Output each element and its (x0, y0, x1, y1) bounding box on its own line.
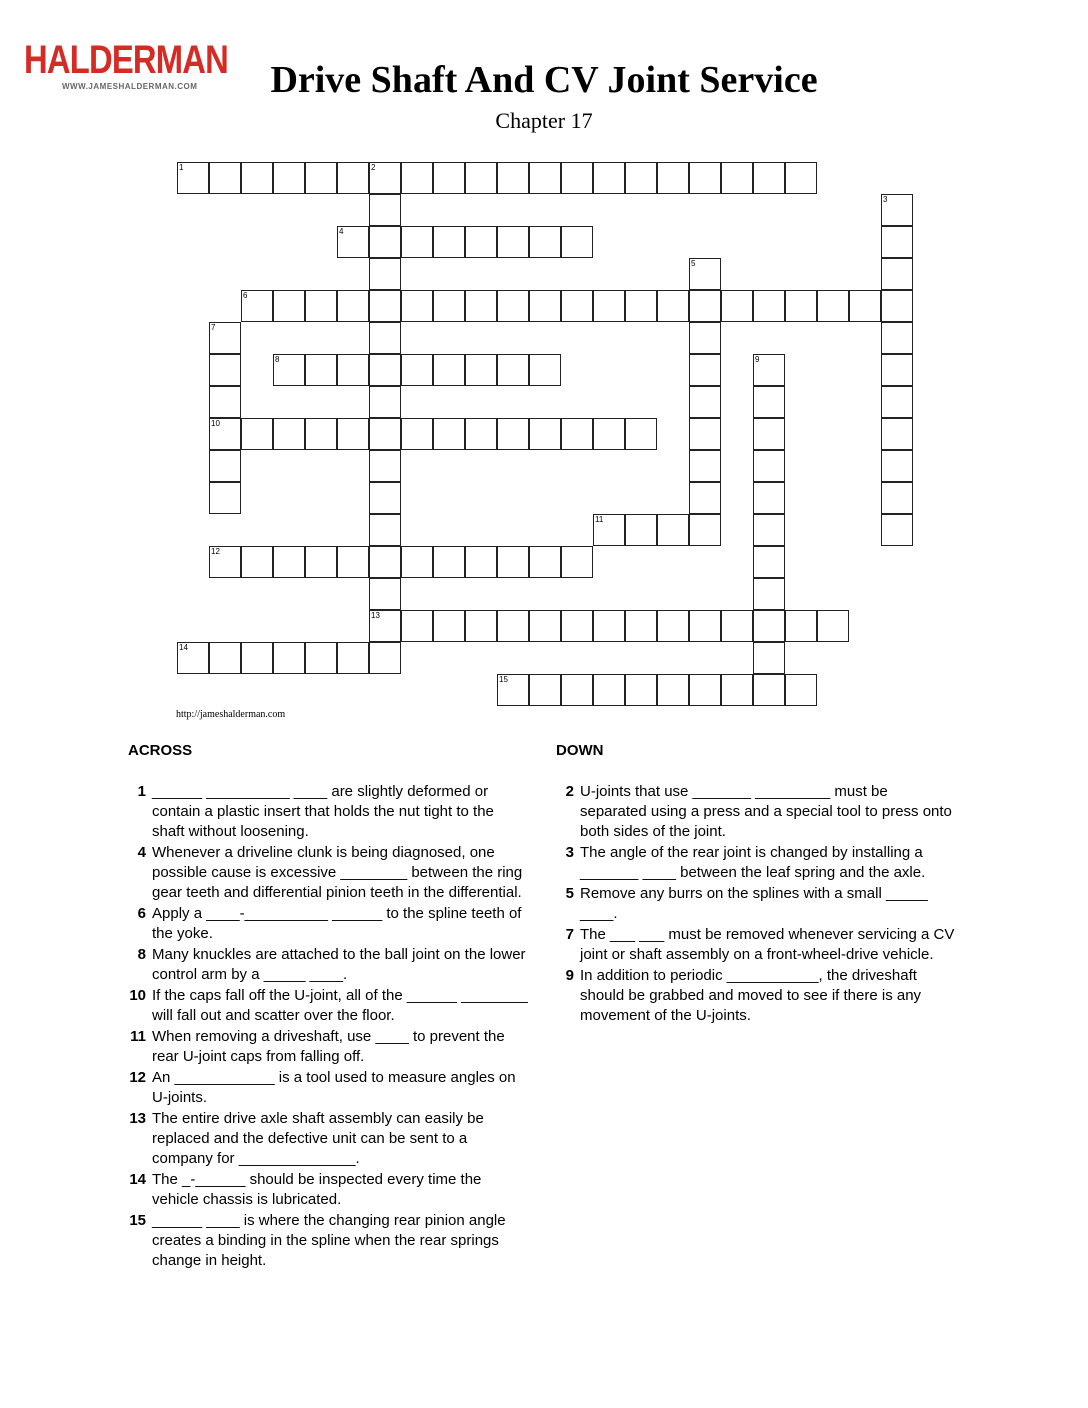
crossword-cell[interactable] (529, 162, 561, 194)
crossword-cell[interactable] (433, 290, 465, 322)
clue-number: 11 (130, 1028, 146, 1045)
crossword-cell[interactable] (241, 418, 273, 450)
clue-number: 14 (129, 1171, 146, 1188)
crossword-cell[interactable] (881, 450, 913, 482)
crossword-cell[interactable] (689, 290, 721, 322)
crossword-cell[interactable] (881, 194, 913, 226)
crossword-cell[interactable] (753, 354, 785, 386)
crossword-cell[interactable] (305, 290, 337, 322)
clue-number: 5 (565, 885, 574, 902)
crossword-cell[interactable] (593, 162, 625, 194)
clue-number: 1 (137, 783, 146, 800)
crossword-cell[interactable] (689, 514, 721, 546)
clue-number: 3 (883, 195, 888, 204)
clue-number: 8 (137, 946, 146, 963)
crossword-cell[interactable] (689, 386, 721, 418)
across-clue (128, 782, 528, 842)
crossword-cell[interactable] (337, 418, 369, 450)
clue-number: 11 (595, 515, 604, 524)
crossword-cell[interactable] (497, 226, 529, 258)
crossword-cell[interactable] (785, 162, 817, 194)
crossword-cell[interactable] (433, 610, 465, 642)
across-clue (128, 986, 528, 1026)
clue-text: An ____________ is a tool used to measure angles on U-joints. (152, 1069, 516, 1106)
crossword-cell[interactable] (561, 226, 593, 258)
crossword-cell[interactable] (209, 162, 241, 194)
crossword-cell[interactable] (241, 162, 273, 194)
crossword-cell[interactable] (753, 450, 785, 482)
clue-number: 14 (179, 643, 188, 652)
crossword-cell[interactable] (369, 226, 401, 258)
clue-text: In addition to periodic ___________, the driveshaft should be grabbed and moved to see if there is any movement of the U-joints. (580, 967, 922, 1024)
across-clue (128, 1211, 528, 1271)
crossword-cell[interactable] (593, 674, 625, 706)
crossword-cell[interactable] (689, 322, 721, 354)
crossword-cell[interactable] (689, 354, 721, 386)
crossword-cell[interactable] (657, 514, 689, 546)
clue-text: Whenever a driveline clunk is being diagnosed, one possible cause is excessive ________ between the ring gear teeth and differential pinion teeth in the differential. (152, 844, 523, 901)
across-heading: ACROSS (128, 742, 193, 759)
crossword-cell[interactable] (689, 674, 721, 706)
crossword-cell[interactable] (753, 514, 785, 546)
crossword-cell[interactable] (721, 290, 753, 322)
crossword-cell[interactable] (497, 354, 529, 386)
crossword-cell[interactable] (369, 482, 401, 514)
crossword-cell[interactable] (561, 290, 593, 322)
clue-text: Apply a ____-__________ ______ to the spline teeth of the yoke. (152, 905, 522, 942)
crossword-cell[interactable] (369, 386, 401, 418)
crossword-cell[interactable] (625, 418, 657, 450)
clue-number: 4 (339, 227, 344, 236)
crossword-cell[interactable] (305, 546, 337, 578)
crossword-cell[interactable] (401, 418, 433, 450)
crossword-cell[interactable] (273, 546, 305, 578)
clue-number: 9 (755, 355, 760, 364)
crossword-cell[interactable] (657, 162, 689, 194)
crossword-cell[interactable] (209, 354, 241, 386)
clue-number: 1 (179, 163, 184, 172)
crossword-cell[interactable] (881, 386, 913, 418)
crossword-cell[interactable] (337, 162, 369, 194)
crossword-cell[interactable] (753, 546, 785, 578)
crossword-cell[interactable] (337, 226, 369, 258)
down-clue (556, 843, 956, 883)
clue-number: 7 (211, 323, 216, 332)
clue-number: 13 (371, 611, 380, 620)
crossword-cell[interactable] (401, 354, 433, 386)
clue-number: 3 (565, 844, 574, 861)
crossword-cell[interactable] (273, 418, 305, 450)
crossword-cell[interactable] (369, 258, 401, 290)
crossword-cell[interactable] (369, 610, 401, 642)
crossword-cell[interactable] (177, 162, 209, 194)
crossword-cell[interactable] (209, 546, 241, 578)
crossword-cell[interactable] (433, 226, 465, 258)
across-clue (128, 1068, 528, 1108)
crossword-cell[interactable] (369, 450, 401, 482)
down-clue (556, 884, 956, 924)
crossword-cell[interactable] (689, 162, 721, 194)
across-clue (128, 1109, 528, 1169)
crossword-cell[interactable] (657, 290, 689, 322)
crossword-cell[interactable] (241, 290, 273, 322)
crossword-cell[interactable] (497, 162, 529, 194)
crossword-cell[interactable] (721, 162, 753, 194)
clue-text: The angle of the rear joint is changed by installing a _______ ____ between the leaf spring and the axle. (580, 844, 926, 881)
crossword-cell[interactable] (337, 290, 369, 322)
crossword-cell[interactable] (689, 610, 721, 642)
crossword-cell[interactable] (241, 546, 273, 578)
clue-text: The ___ ___ must be removed whenever servicing a CV joint or shaft assembly on a front-wheel-drive vehicle. (580, 926, 955, 963)
crossword-cell[interactable] (529, 674, 561, 706)
crossword-cell[interactable] (433, 162, 465, 194)
clue-number: 12 (129, 1069, 146, 1086)
crossword-cell[interactable] (177, 642, 209, 674)
crossword-cell[interactable] (369, 642, 401, 674)
across-clue-list (128, 782, 528, 1272)
crossword-cell[interactable] (881, 258, 913, 290)
crossword-cell[interactable] (465, 418, 497, 450)
crossword-cell[interactable] (881, 418, 913, 450)
crossword-cell[interactable] (273, 354, 305, 386)
crossword-cell[interactable] (369, 514, 401, 546)
crossword-cell[interactable] (529, 418, 561, 450)
crossword-cell[interactable] (753, 386, 785, 418)
crossword-cell[interactable] (529, 290, 561, 322)
crossword-cell[interactable] (497, 674, 529, 706)
crossword-cell[interactable] (209, 386, 241, 418)
across-clue (128, 843, 528, 903)
crossword-cell[interactable] (753, 418, 785, 450)
crossword-cell[interactable] (465, 290, 497, 322)
crossword-cell[interactable] (529, 610, 561, 642)
crossword-cell[interactable] (689, 258, 721, 290)
crossword-cell[interactable] (465, 354, 497, 386)
crossword-cell[interactable] (561, 162, 593, 194)
crossword-cell[interactable] (273, 642, 305, 674)
clue-number: 10 (129, 987, 146, 1004)
clue-text: The _-______ should be inspected every time the vehicle chassis is lubricated. (152, 1171, 482, 1208)
crossword-cell[interactable] (401, 610, 433, 642)
crossword-cell[interactable] (337, 546, 369, 578)
crossword-cell[interactable] (305, 162, 337, 194)
crossword-cell[interactable] (401, 290, 433, 322)
crossword-cell[interactable] (337, 642, 369, 674)
crossword-cell[interactable] (305, 354, 337, 386)
across-clue (128, 1027, 528, 1067)
crossword-cell[interactable] (433, 546, 465, 578)
down-heading: DOWN (556, 742, 604, 759)
crossword-cell[interactable] (369, 322, 401, 354)
clue-text: The entire drive axle shaft assembly can easily be replaced and the defective unit can be sent to a company for ______________. (152, 1110, 484, 1167)
crossword-cell[interactable] (625, 290, 657, 322)
crossword-cell[interactable] (881, 226, 913, 258)
crossword-cell[interactable] (465, 610, 497, 642)
crossword-cell[interactable] (369, 290, 401, 322)
logo-brand: HALDERMAN (24, 38, 228, 82)
crossword-cell[interactable] (497, 418, 529, 450)
crossword-cell[interactable] (465, 162, 497, 194)
crossword-cell[interactable] (817, 610, 849, 642)
crossword-cell[interactable] (209, 450, 241, 482)
crossword-cell[interactable] (593, 514, 625, 546)
crossword-cell[interactable] (305, 418, 337, 450)
across-clue (128, 1170, 528, 1210)
crossword-cell[interactable] (273, 290, 305, 322)
crossword-cell[interactable] (625, 162, 657, 194)
clue-number: 15 (499, 675, 508, 684)
clue-text: Remove any burrs on the splines with a small _____ ____. (580, 885, 928, 922)
crossword-cell[interactable] (209, 642, 241, 674)
crossword-cell[interactable] (561, 546, 593, 578)
crossword-cell[interactable] (785, 610, 817, 642)
down-clue (556, 925, 956, 965)
crossword-cell[interactable] (497, 290, 529, 322)
crossword-cell[interactable] (209, 482, 241, 514)
crossword-cell[interactable] (433, 418, 465, 450)
crossword-cell[interactable] (273, 162, 305, 194)
crossword-cell[interactable] (593, 610, 625, 642)
crossword-cell[interactable] (881, 354, 913, 386)
crossword-cell[interactable] (369, 354, 401, 386)
clue-text: If the caps fall off the U-joint, all of the ______ ________ will fall out and scatter over the floor. (152, 987, 528, 1024)
crossword-cell[interactable] (433, 354, 465, 386)
clue-number: 7 (565, 926, 574, 943)
crossword-cell[interactable] (369, 418, 401, 450)
clue-number: 13 (129, 1110, 146, 1127)
crossword-cell[interactable] (369, 194, 401, 226)
crossword-cell[interactable] (625, 610, 657, 642)
down-clue (556, 966, 956, 1026)
crossword-cell[interactable] (753, 578, 785, 610)
crossword-cell[interactable] (561, 610, 593, 642)
crossword-cell[interactable] (753, 162, 785, 194)
footer-url: http://jameshalderman.com (176, 709, 286, 720)
crossword-cell[interactable] (849, 290, 881, 322)
page-subtitle: Chapter 17 (495, 108, 593, 133)
clue-number: 5 (691, 259, 696, 268)
crossword-cell[interactable] (209, 322, 241, 354)
crossword-cell[interactable] (881, 322, 913, 354)
across-clue (128, 945, 528, 985)
down-clue (556, 782, 956, 842)
crossword-cell[interactable] (529, 354, 561, 386)
crossword-cell[interactable] (593, 418, 625, 450)
crossword-cell[interactable] (721, 610, 753, 642)
crossword-cell[interactable] (369, 162, 401, 194)
crossword-cell[interactable] (657, 610, 689, 642)
clue-number: 15 (129, 1212, 146, 1229)
crossword-cell[interactable] (881, 290, 913, 322)
crossword-cell[interactable] (785, 674, 817, 706)
crossword-cell[interactable] (465, 546, 497, 578)
crossword-cell[interactable] (209, 418, 241, 450)
clue-number: 4 (137, 844, 146, 861)
clue-number: 2 (371, 163, 376, 172)
crossword-cell[interactable] (817, 290, 849, 322)
crossword-cell[interactable] (881, 482, 913, 514)
crossword-cell[interactable] (465, 226, 497, 258)
crossword-cell[interactable] (561, 674, 593, 706)
clue-number: 10 (211, 419, 220, 428)
clue-number: 8 (275, 355, 280, 364)
crossword-cell[interactable] (401, 162, 433, 194)
crossword-cell[interactable] (785, 290, 817, 322)
clue-text: Many knuckles are attached to the ball joint on the lower control arm by a _____ ____. (152, 946, 526, 983)
clue-text: ______ ____ is where the changing rear pinion angle creates a binding in the spline when the rear springs change in height. (152, 1212, 506, 1269)
crossword-cell[interactable] (753, 674, 785, 706)
crossword-cell[interactable] (497, 546, 529, 578)
clue-number: 9 (565, 967, 574, 984)
clue-text: U-joints that use _______ _________ must be separated using a press and a special tool to press onto both sides of the joint. (580, 783, 952, 840)
crossword-cell[interactable] (689, 482, 721, 514)
crossword-cell[interactable] (881, 514, 913, 546)
crossword-cell[interactable] (529, 226, 561, 258)
crossword-cell[interactable] (369, 578, 401, 610)
crossword-cell[interactable] (401, 546, 433, 578)
clue-number: 12 (211, 547, 220, 556)
crossword-cell[interactable] (753, 642, 785, 674)
crossword-cell[interactable] (561, 418, 593, 450)
logo-url: WWW.JAMESHALDERMAN.COM (62, 82, 198, 91)
clue-text: When removing a driveshaft, use ____ to prevent the rear U-joint caps from falling off. (152, 1028, 505, 1065)
crossword-cell[interactable] (337, 354, 369, 386)
crossword-cell[interactable] (721, 674, 753, 706)
crossword-cell[interactable] (593, 290, 625, 322)
crossword-cell[interactable] (625, 514, 657, 546)
crossword-cell[interactable] (753, 290, 785, 322)
across-clue (128, 904, 528, 944)
crossword-cell[interactable] (625, 674, 657, 706)
page-title: Drive Shaft And CV Joint Service (270, 59, 818, 101)
crossword-cell[interactable] (689, 418, 721, 450)
crossword-cell[interactable] (401, 226, 433, 258)
down-clue-list (556, 782, 956, 1027)
clue-number: 6 (137, 905, 146, 922)
crossword-cell[interactable] (753, 610, 785, 642)
crossword-cell[interactable] (241, 642, 273, 674)
crossword-cell[interactable] (753, 482, 785, 514)
crossword-cell[interactable] (305, 642, 337, 674)
clue-text: ______ __________ ____ are slightly deformed or contain a plastic insert that holds the nut tight to the shaft without loosening. (152, 783, 494, 840)
clue-number: 2 (565, 783, 574, 800)
crossword-cell[interactable] (657, 674, 689, 706)
crossword-cell[interactable] (369, 546, 401, 578)
crossword-cell[interactable] (497, 610, 529, 642)
crossword-cell[interactable] (529, 546, 561, 578)
clue-number: 6 (243, 291, 248, 300)
crossword-cell[interactable] (689, 450, 721, 482)
